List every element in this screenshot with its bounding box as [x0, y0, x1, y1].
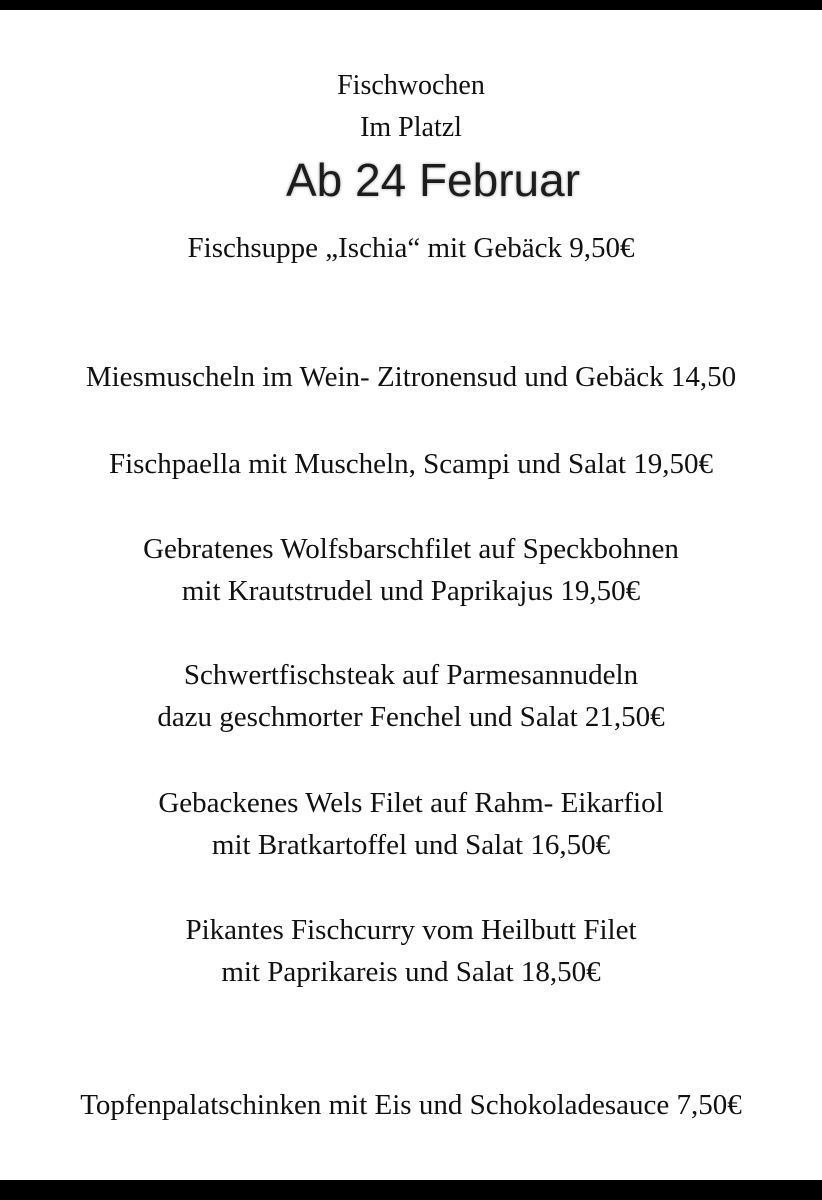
- menu-item-curry-line2: mit Paprikareis und Salat 18,50€: [221, 956, 601, 988]
- menu-location: Im Platzl: [360, 112, 462, 143]
- bottom-black-border: [0, 1180, 822, 1200]
- menu-item-mussels: Miesmuscheln im Wein- Zitronensud und Gebäck 14,50: [85, 361, 737, 393]
- menu-item-catfish-line2: mit Bratkartoffel und Salat 16,50€: [211, 829, 611, 861]
- menu-item-swordfish-line2: dazu geschmorter Fenchel und Salat 21,50€: [157, 701, 665, 733]
- soup-item: Fischsuppe „Ischia“ mit Gebäck 9,50€: [187, 232, 635, 264]
- menu-page: [0, 10, 822, 1180]
- menu-item-curry-line1: Pikantes Fischcurry vom Heilbutt Filet: [185, 914, 637, 946]
- menu-item-swordfish-line1: Schwertfischsteak auf Parmesannudeln: [183, 659, 639, 691]
- menu-date-headline: Ab 24 Februar: [285, 154, 581, 206]
- menu-item-seabass-line2: mit Krautstrudel und Paprikajus 19,50€: [181, 575, 641, 607]
- menu-title: Fischwochen: [337, 70, 485, 101]
- menu-item-seabass-line1: Gebratenes Wolfsbarschfilet auf Speckbohnen: [143, 533, 679, 565]
- top-black-border: [0, 0, 822, 10]
- menu-item-catfish-line1: Gebackenes Wels Filet auf Rahm- Eikarfiol: [158, 787, 664, 819]
- menu-item-paella: Fischpaella mit Muscheln, Scampi und Salat 19,50€: [108, 448, 714, 480]
- dessert-item: Topfenpalatschinken mit Eis und Schokoladesauce 7,50€: [80, 1089, 742, 1121]
